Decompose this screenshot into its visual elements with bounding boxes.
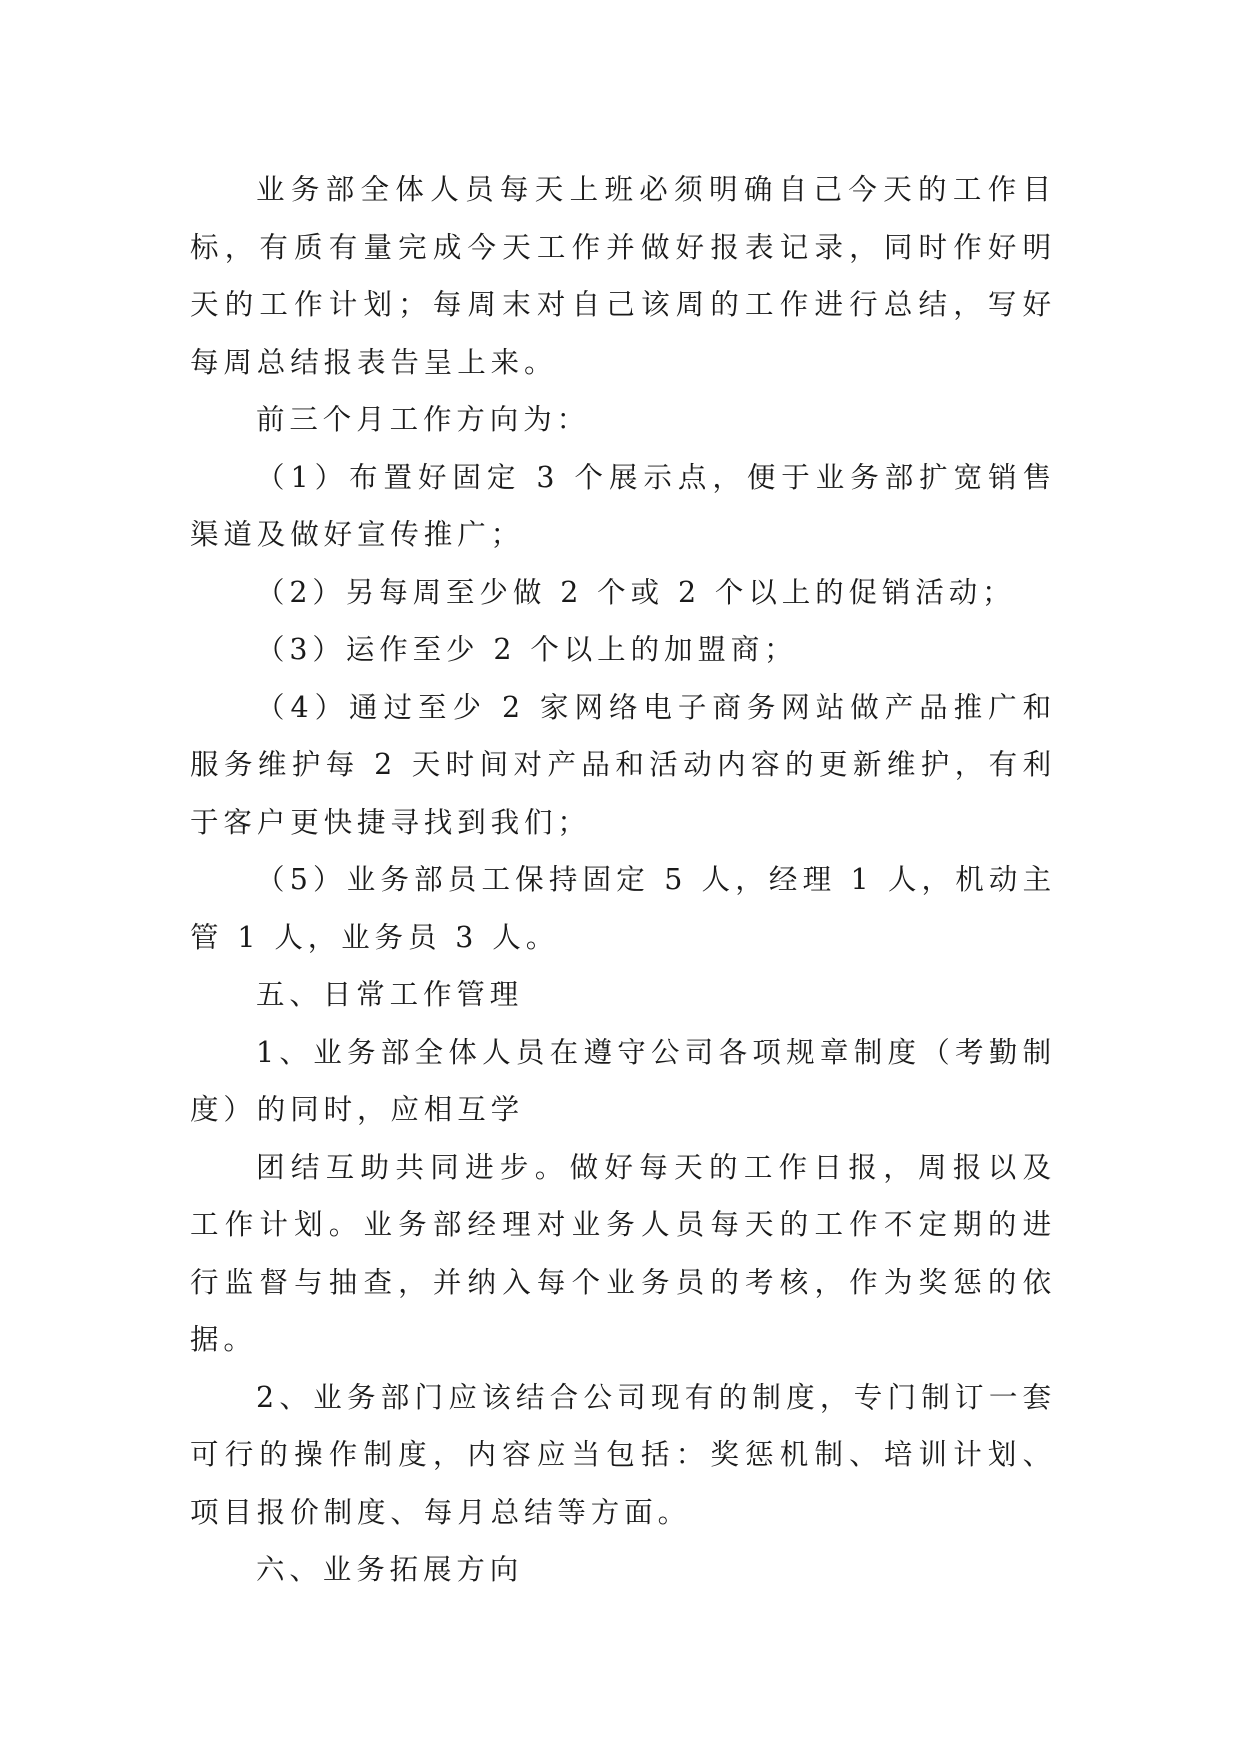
paragraph-daily-goals: 业务部全体人员每天上班必须明确自己今天的工作目标，有质有量完成今天工作并做好报表记录，同时作好明天的工作计划；每周末对自己该周的工作进行总结，写好每周总结报表告呈上来。 [190, 173, 1056, 379]
document-body [190, 161, 1056, 1599]
section-heading-daily-management: 五、日常工作管理 [256, 978, 524, 1011]
paragraph-first-three-months: 前三个月工作方向为： [256, 403, 591, 436]
list-item-3: （3）运作至少 2 个以上的加盟商； [256, 633, 798, 666]
list-item-5: （5）业务部员工保持固定 5 人，经理 1 人，机动主管 1 人，业务员 3 人。 [190, 863, 1056, 954]
paragraph-rule-1: 1、业务部全体人员在遵守公司各项规章制度（考勤制度）的同时，应相互学 [190, 1035, 1056, 1126]
list-item-2: （2）另每周至少做 2 个或 2 个以上的促销活动； [256, 575, 1016, 609]
paragraph-rule-2: 2、业务部门应该结合公司现有的制度，专门制订一套可行的操作制度，内容应当包括：奖惩机制、培训计划、项目报价制度、每月总结等方面。 [190, 1380, 1056, 1529]
section-heading-business-expansion: 六、业务拓展方向 [256, 1553, 524, 1586]
list-item-1: （1）布置好固定 3 个展示点，便于业务部扩宽销售渠道及做好宣传推广； [190, 460, 1056, 551]
paragraph-rule-1-continued: 团结互助共同进步。做好每天的工作日报，周报以及工作计划。业务部经理对业务人员每天的工作不定期的进行监督与抽查，并纳入每个业务员的考核，作为奖惩的依据。 [190, 1150, 1056, 1356]
list-item-4: （4）通过至少 2 家网络电子商务网站做产品推广和服务维护每 2 天时间对产品和活动内容的更新维护，有利于客户更快捷寻找到我们； [190, 690, 1056, 839]
